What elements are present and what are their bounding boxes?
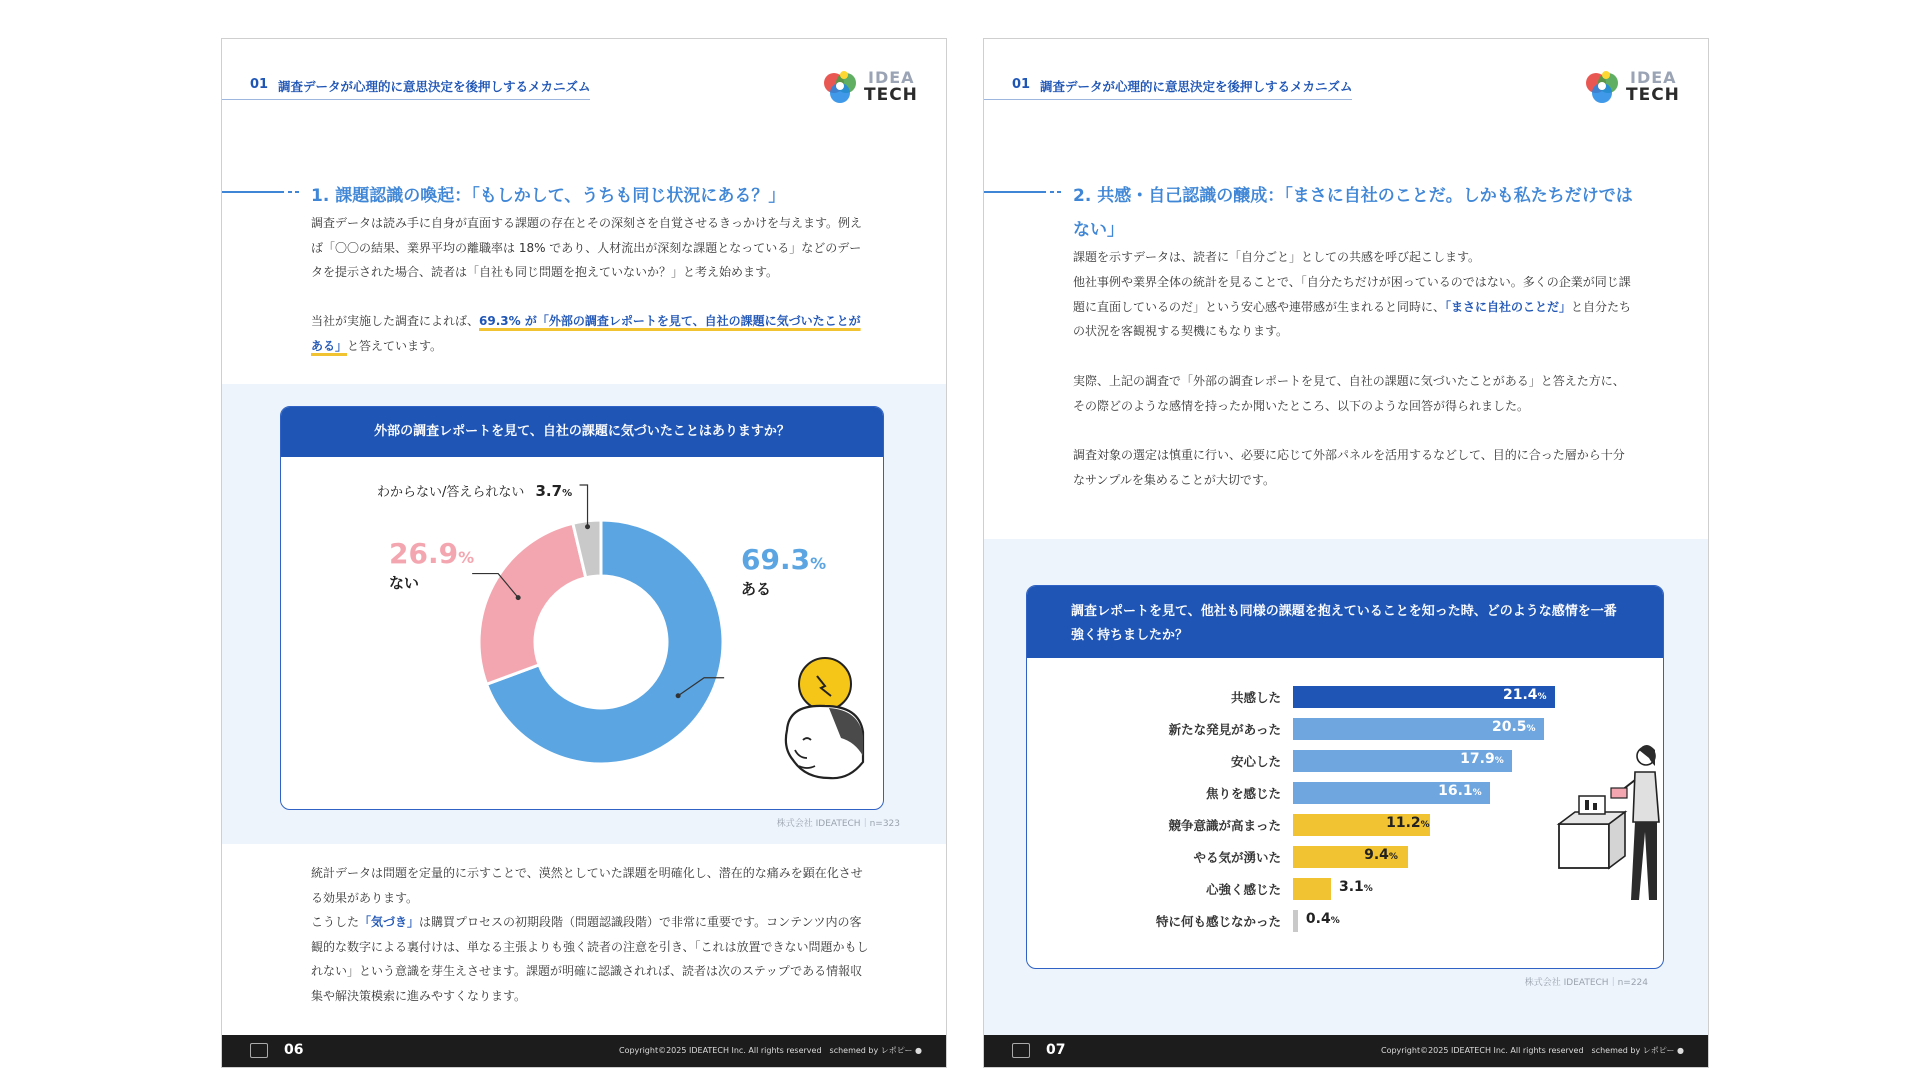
thinking-person-icon <box>769 652 879 792</box>
logo-text-idea: IDEA <box>1630 68 1677 87</box>
label-unknown: わからない/答えられない 3.7% <box>377 482 573 500</box>
bar-value-label: 11.2% <box>1386 815 1430 831</box>
chart-band <box>984 539 1709 1037</box>
copyright: Copyright©2025 IDEATECH Inc. All rights reserved schemed by レポピー ● <box>1381 1046 1684 1055</box>
leader-yes-dot <box>676 693 681 698</box>
page-footer <box>222 1035 947 1067</box>
bar-value-label: 20.5% <box>1491 719 1536 735</box>
peer-paragraph: 他社事例や業界全体の統計を見ることで、「自分たちだけが困っているのではない。多くの企業が同じ課題に直面しているのだ」という安心感や連帯感が生まれると同時に、「まさに自社のことだ」と自分たちの状況を客観視する契機にもなります。 <box>1073 275 1632 338</box>
bar <box>1293 878 1331 900</box>
survey-result-paragraph: 実際、上記の調査で「外部の調査レポートを見て、自社の課題に気づいたことがある」と答えた方に、その際どのような感情を持ったか聞いたところ、以下のような回答が得られました。 <box>1073 374 1625 413</box>
leader-no-dot <box>516 595 521 600</box>
donut-slice-2 <box>479 523 586 684</box>
bar-value-label: 0.4% <box>1305 911 1340 927</box>
highlight-awareness: 「気づき」 <box>359 915 420 929</box>
logo-text-tech: TECH <box>1626 85 1680 105</box>
bar-category-label: 安心した <box>1230 754 1281 769</box>
bar-value-label: 16.1% <box>1438 783 1482 799</box>
bar-category-label: 新たな発見があった <box>1168 722 1281 737</box>
label-no: 26.9% ない <box>389 537 475 592</box>
donut-chart-card <box>280 406 884 810</box>
bar-category-label: 共感した <box>1230 690 1281 705</box>
header-title: 調査データが心理的に意思決定を後押しするメカニズム <box>1040 79 1353 94</box>
bar-category-label: 特に何も感じなかった <box>1155 914 1281 929</box>
bar-value-label: 9.4% <box>1364 847 1398 863</box>
bar-chart-title: 調査レポートを見て、他社も同様の課題を抱えていることを知った時、どのような感情を一番強く持ちましたか？ <box>1027 586 1663 658</box>
page-07 <box>983 38 1709 1068</box>
bar-category-label: 焦りを感じた <box>1205 786 1281 801</box>
page-footer <box>984 1035 1709 1067</box>
header-number: 01 <box>250 77 269 92</box>
empathy-paragraph: 課題を示すデータは、読者に「自分ごと」としての共感を呼び起こします。 <box>1073 250 1481 264</box>
bar-category-label: やる気が湧いた <box>1193 850 1281 865</box>
header-title: 調査データが心理的に意思決定を後押しするメカニズム <box>278 79 591 94</box>
bar-category-label: 心強く感じた <box>1205 882 1281 897</box>
ideatech-logo <box>1582 67 1678 111</box>
chart-source: 株式会社 IDEATECH｜n=323 <box>776 819 900 829</box>
donut-chart-title: 外部の調査レポートを見て、自社の課題に気づいたことはありますか？ <box>281 407 883 457</box>
bar-row <box>1137 684 1657 710</box>
bar-value-label: 3.1% <box>1338 879 1373 895</box>
book-icon <box>1012 1043 1030 1058</box>
bar-value-label: 17.9% <box>1460 751 1504 767</box>
logo-mark-icon <box>820 67 860 107</box>
copyright: Copyright©2025 IDEATECH Inc. All rights reserved schemed by レポピー ● <box>619 1046 922 1055</box>
chart-source: 株式会社 IDEATECH｜n=224 <box>1524 978 1648 988</box>
book-icon <box>250 1043 268 1058</box>
section-title-text: 2. 共感・自己認識の醸成：「まさに自社のことだ。しかも私たちだけではない」 <box>1073 186 1633 240</box>
logo-text-idea: IDEA <box>868 68 915 87</box>
bar <box>1293 910 1298 932</box>
chart-band <box>222 384 947 844</box>
logo-mark-icon <box>1582 67 1622 107</box>
ideatech-logo <box>820 67 916 111</box>
intro-paragraph: 調査データは読み手に自身が直面する課題の存在とその深刻さを自覚させるきっかけを与えます。例えば「〇〇の結果、業界平均の離職率は 18% であり、人材流出が深刻な課題となっている」などのデータを提示された場合、読者は「自社も同じ問題を抱えていないか？」と考え始めます。 <box>311 216 863 279</box>
highlight-own-company: 「まさに自社のことだ」 <box>1445 299 1572 314</box>
survey-paragraph: 当社が実施した調査によれば、69.3% が「外部の調査レポートを見て、自社の課題に気づいたことがある」と答えています。 <box>311 314 861 353</box>
section-title-text: 1. 課題認識の喚起：「もしかして、うちも同じ状況にある？」 <box>311 186 786 206</box>
bar-value-label: 21.4% <box>1503 687 1547 703</box>
stat-effect-paragraph: 統計データは問題を定量的に示すことで、漠然としていた課題を明確化し、潜在的な痛みを顕在化させる効果があります。 <box>311 866 863 905</box>
page-number: 07 <box>1046 1042 1066 1058</box>
leader-unknown-dot <box>585 524 590 529</box>
highlight-stat: 69.3% が「外部の調査レポートを見て、自社の課題に気づいたことがある」 <box>311 314 861 353</box>
page-06 <box>221 38 947 1068</box>
header-number: 01 <box>1012 77 1031 92</box>
label-yes: 69.3% ある <box>741 543 827 598</box>
sampling-paragraph: 調査対象の選定は慎重に行い、必要に応じて外部パネルを活用するなどして、目的に合った層から十分なサンプルを集めることが大切です。 <box>1073 448 1625 487</box>
header-rule <box>984 99 1352 100</box>
logo-text-tech: TECH <box>864 85 918 105</box>
header-rule <box>222 99 590 100</box>
office-worker-icon <box>1551 732 1664 912</box>
bar-category-label: 競争意識が高まった <box>1168 818 1281 833</box>
page-number: 06 <box>284 1042 304 1058</box>
bar-chart-card <box>1026 585 1664 969</box>
awareness-paragraph: こうした「気づき」は購買プロセスの初期段階（問題認識段階）で非常に重要です。コンテンツ内の客観的な数字による裏付けは、単なる主張よりも強く読者の注意を引き、「これは放置できない問題かもしれない」という意識を芽生えさせます。課題が明確に認識されれば、読者は次のステップである情報収集や解決策模索に進みやすくなります。 <box>311 915 869 1003</box>
